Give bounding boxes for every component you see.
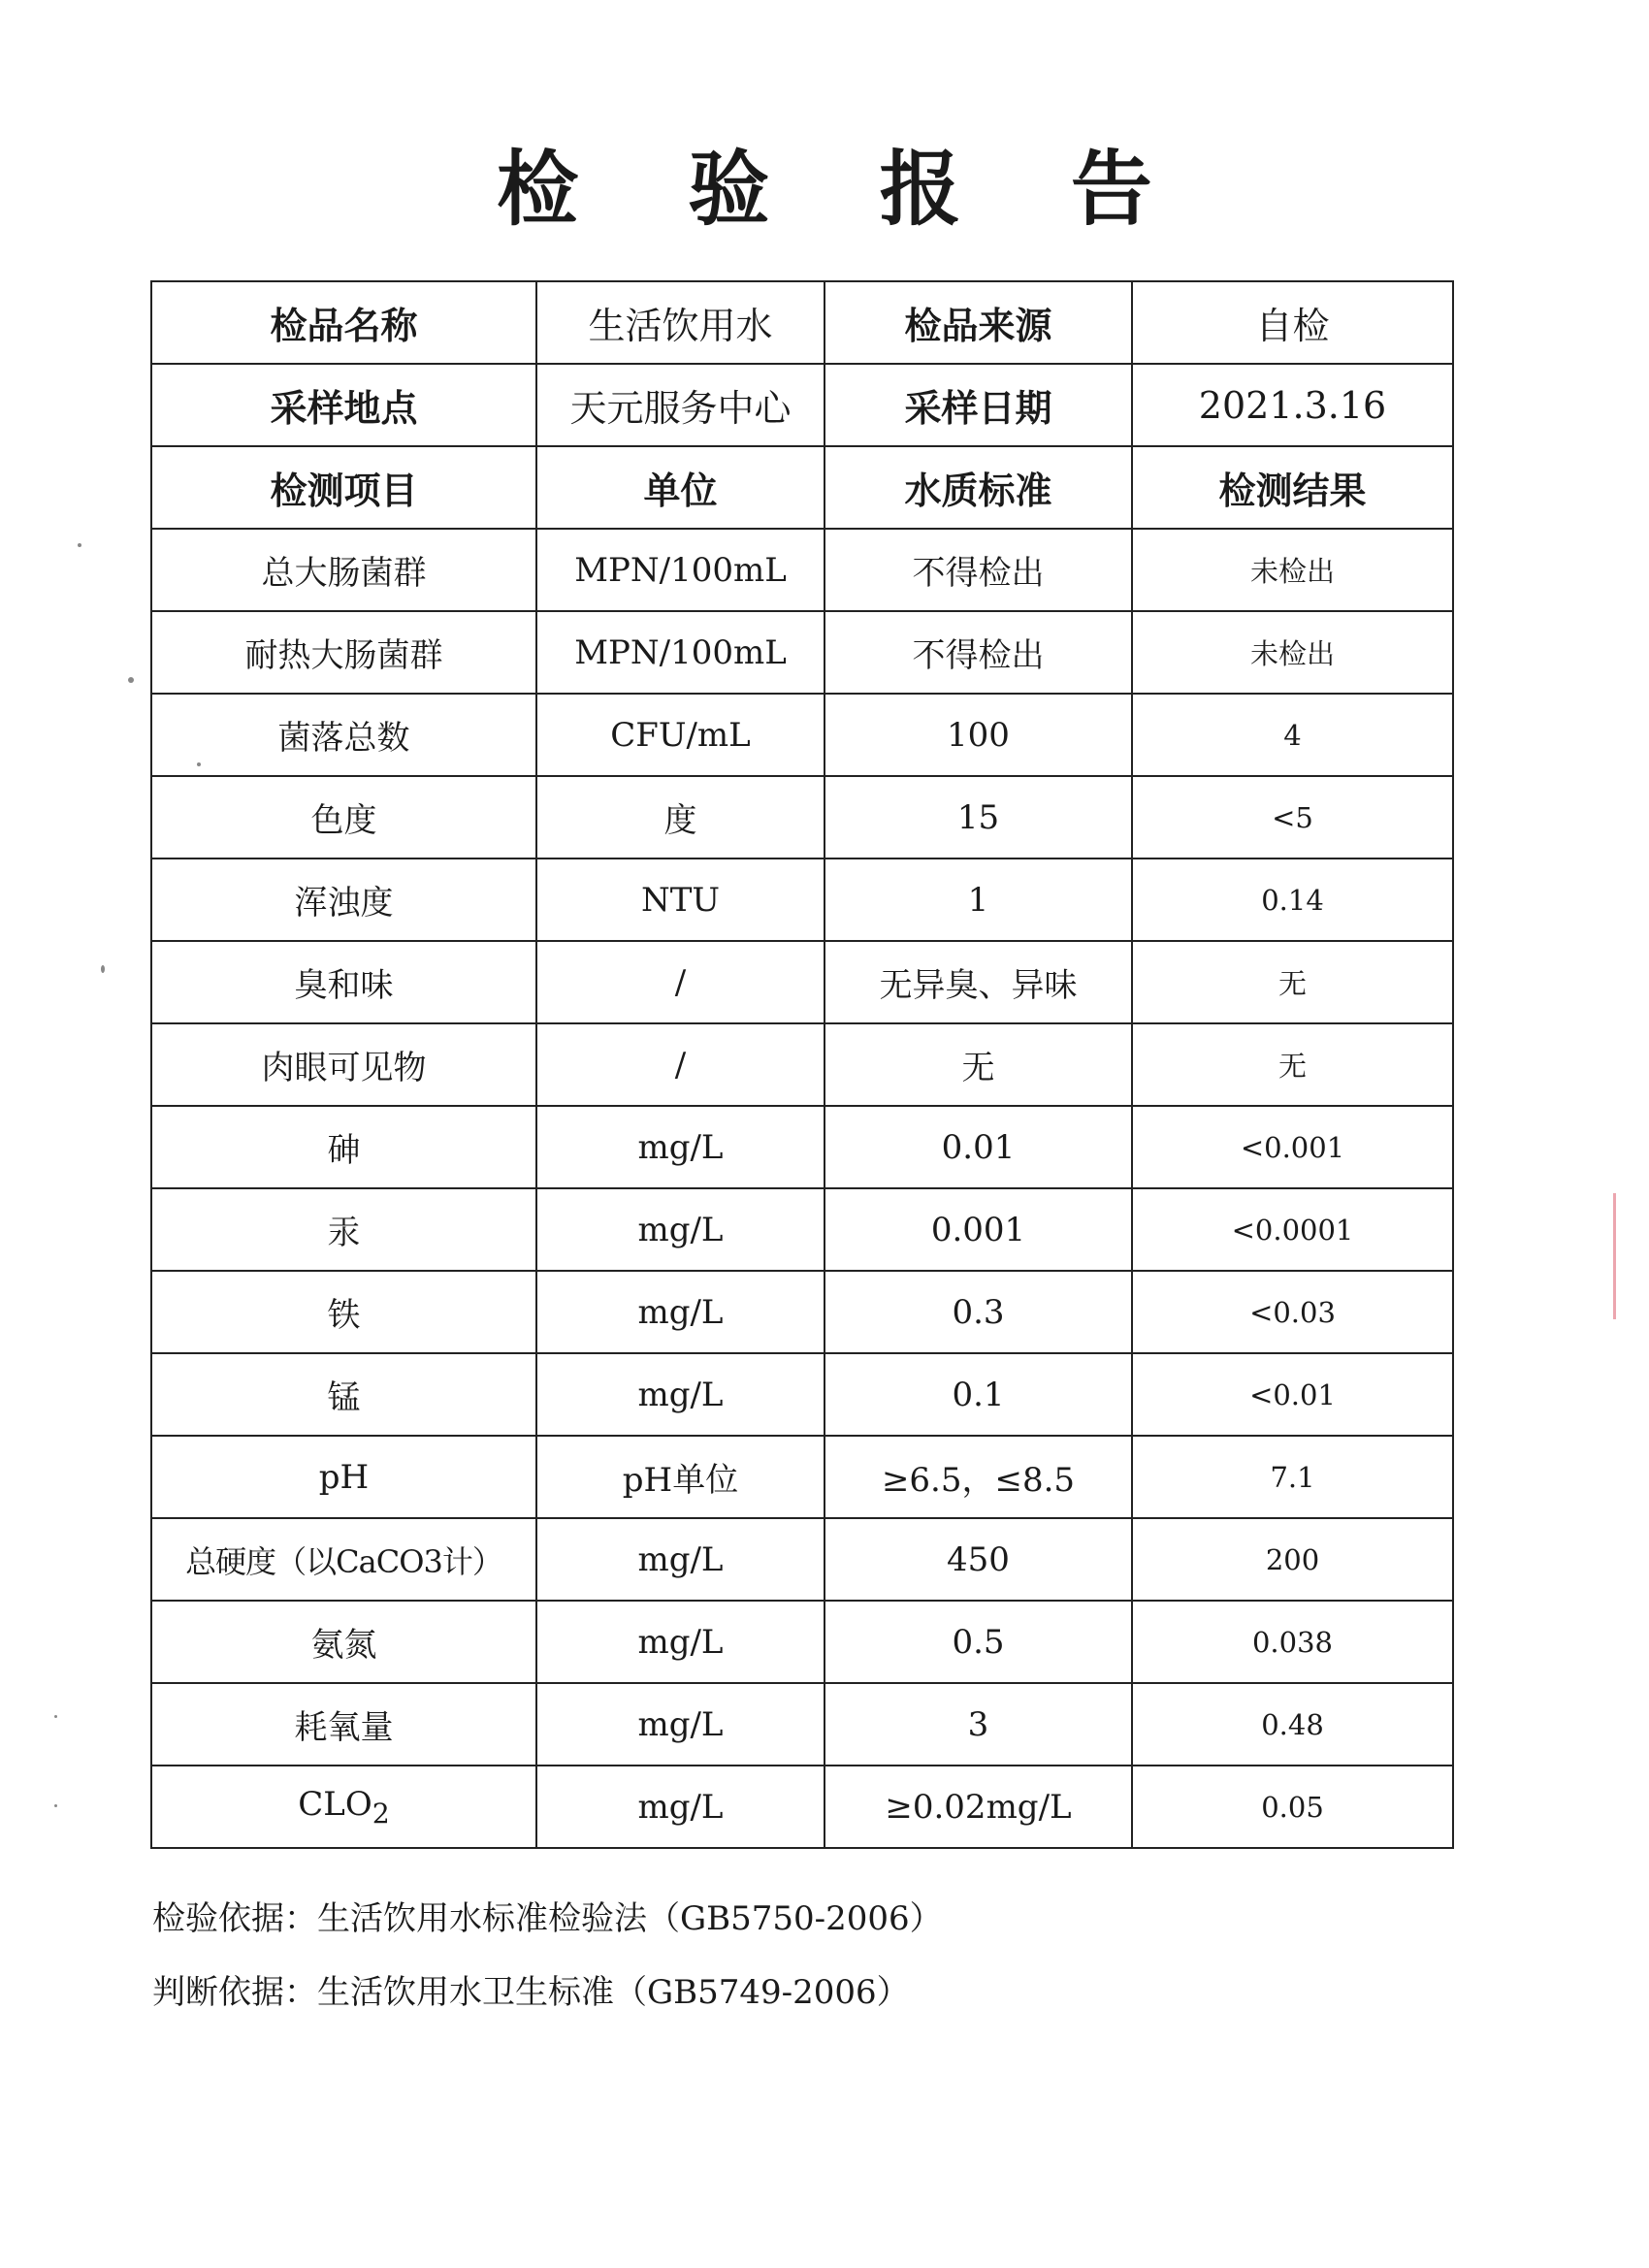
scan-speck — [78, 543, 81, 547]
sample-name-label: 检品名称 — [151, 281, 536, 364]
date-value: 2021.3.16 — [1132, 364, 1453, 446]
item-cell: 总大肠菌群 — [151, 529, 536, 611]
item-cell: 氨氮 — [151, 1601, 536, 1683]
table-row — [151, 1271, 1453, 1353]
unit-cell: MPN/100mL — [536, 611, 824, 694]
unit-cell: MPN/100mL — [536, 529, 824, 611]
result-cell: <0.03 — [1132, 1271, 1453, 1353]
unit-cell: mg/L — [536, 1188, 824, 1271]
item-cell — [151, 1766, 536, 1848]
standard-cell: 450 — [824, 1518, 1132, 1601]
unit-cell: mg/L — [536, 1518, 824, 1601]
scan-speck — [101, 965, 105, 973]
column-header-result: 检测结果 — [1132, 446, 1453, 529]
sample-name-value: 生活饮用水 — [536, 281, 824, 364]
unit-cell: NTU — [536, 859, 824, 941]
result-cell: 无 — [1132, 941, 1453, 1023]
column-header-row — [151, 446, 1453, 529]
unit-cell: mg/L — [536, 1766, 824, 1848]
table-row — [151, 1601, 1453, 1683]
result-cell: 7.1 — [1132, 1436, 1453, 1518]
item-cell: 砷 — [151, 1106, 536, 1188]
result-cell: 0.48 — [1132, 1683, 1453, 1766]
column-header-item: 检测项目 — [151, 446, 536, 529]
unit-cell: mg/L — [536, 1601, 824, 1683]
unit-cell: CFU/mL — [536, 694, 824, 776]
meta-row-sample — [151, 281, 1453, 364]
item-cell: 浑浊度 — [151, 859, 536, 941]
scan-speck — [54, 1804, 57, 1807]
result-cell: 4 — [1132, 694, 1453, 776]
location-value: 天元服务中心 — [536, 364, 824, 446]
item-formula-subscript: 2 — [372, 1797, 390, 1830]
table-row — [151, 1766, 1453, 1848]
result-cell: 未检出 — [1132, 529, 1453, 611]
result-cell: 无 — [1132, 1023, 1453, 1106]
date-label: 采样日期 — [824, 364, 1132, 446]
standard-cell: 0.3 — [824, 1271, 1132, 1353]
item-cell: 色度 — [151, 776, 536, 859]
table-row — [151, 1023, 1453, 1106]
item-cell: 耐热大肠菌群 — [151, 611, 536, 694]
table-row — [151, 1353, 1453, 1436]
table-row — [151, 694, 1453, 776]
test-basis-note: 检验依据：生活饮用水标准检验法（GB5750-2006） — [152, 1899, 943, 1938]
result-cell: 0.038 — [1132, 1601, 1453, 1683]
standard-cell: 1 — [824, 859, 1132, 941]
item-cell: 锰 — [151, 1353, 536, 1436]
standard-cell: 0.001 — [824, 1188, 1132, 1271]
result-cell: <0.0001 — [1132, 1188, 1453, 1271]
column-header-unit: 单位 — [536, 446, 824, 529]
standard-cell: 100 — [824, 694, 1132, 776]
standard-cell: ≥0.02mg/L — [824, 1766, 1132, 1848]
report-notes — [152, 1882, 943, 2029]
table-row — [151, 529, 1453, 611]
table-row — [151, 859, 1453, 941]
unit-cell: / — [536, 941, 824, 1023]
item-cell: pH — [151, 1436, 536, 1518]
result-cell: 200 — [1132, 1518, 1453, 1601]
sample-source-value: 自检 — [1132, 281, 1453, 364]
unit-cell: mg/L — [536, 1271, 824, 1353]
unit-cell: mg/L — [536, 1106, 824, 1188]
table-row — [151, 1436, 1453, 1518]
table-row — [151, 611, 1453, 694]
scan-speck — [128, 677, 134, 683]
item-cell: 耗氧量 — [151, 1683, 536, 1766]
item-cell: 肉眼可见物 — [151, 1023, 536, 1106]
table-row — [151, 1106, 1453, 1188]
scan-speck — [54, 1715, 57, 1718]
table-row — [151, 1683, 1453, 1766]
judgement-basis-note: 判断依据：生活饮用水卫生标准（GB5749-2006） — [152, 1973, 910, 2012]
standard-cell: ≥6.5，≤8.5 — [824, 1436, 1132, 1518]
standard-cell: 无 — [824, 1023, 1132, 1106]
sample-source-label: 检品来源 — [824, 281, 1132, 364]
item-cell: 总硬度（以CaCO3计） — [151, 1518, 536, 1601]
unit-cell: / — [536, 1023, 824, 1106]
column-header-standard: 水质标准 — [824, 446, 1132, 529]
unit-cell: mg/L — [536, 1683, 824, 1766]
scan-speck — [197, 762, 201, 766]
result-cell: 未检出 — [1132, 611, 1453, 694]
standard-cell: 0.01 — [824, 1106, 1132, 1188]
table-row — [151, 776, 1453, 859]
unit-cell: mg/L — [536, 1353, 824, 1436]
result-cell: <5 — [1132, 776, 1453, 859]
standard-cell: 3 — [824, 1683, 1132, 1766]
standard-cell: 不得检出 — [824, 529, 1132, 611]
item-cell: 铁 — [151, 1271, 536, 1353]
report-title: 检 验 报 告 — [497, 141, 1193, 237]
table-row — [151, 1518, 1453, 1601]
standard-cell: 15 — [824, 776, 1132, 859]
meta-row-location — [151, 364, 1453, 446]
standard-cell: 不得检出 — [824, 611, 1132, 694]
standard-cell: 0.1 — [824, 1353, 1132, 1436]
location-label: 采样地点 — [151, 364, 536, 446]
unit-cell: 度 — [536, 776, 824, 859]
item-cell: 汞 — [151, 1188, 536, 1271]
scan-red-mark — [1613, 1193, 1616, 1319]
result-cell: 0.05 — [1132, 1766, 1453, 1848]
item-cell: 菌落总数 — [151, 694, 536, 776]
table-row — [151, 1188, 1453, 1271]
unit-cell: pH单位 — [536, 1436, 824, 1518]
item-cell: 臭和味 — [151, 941, 536, 1023]
standard-cell: 0.5 — [824, 1601, 1132, 1683]
table-row — [151, 941, 1453, 1023]
result-cell: <0.01 — [1132, 1353, 1453, 1436]
standard-cell: 无异臭、异味 — [824, 941, 1132, 1023]
result-cell: <0.001 — [1132, 1106, 1453, 1188]
report-table — [150, 280, 1454, 1849]
result-cell: 0.14 — [1132, 859, 1453, 941]
item-formula: CLO — [298, 1784, 372, 1824]
